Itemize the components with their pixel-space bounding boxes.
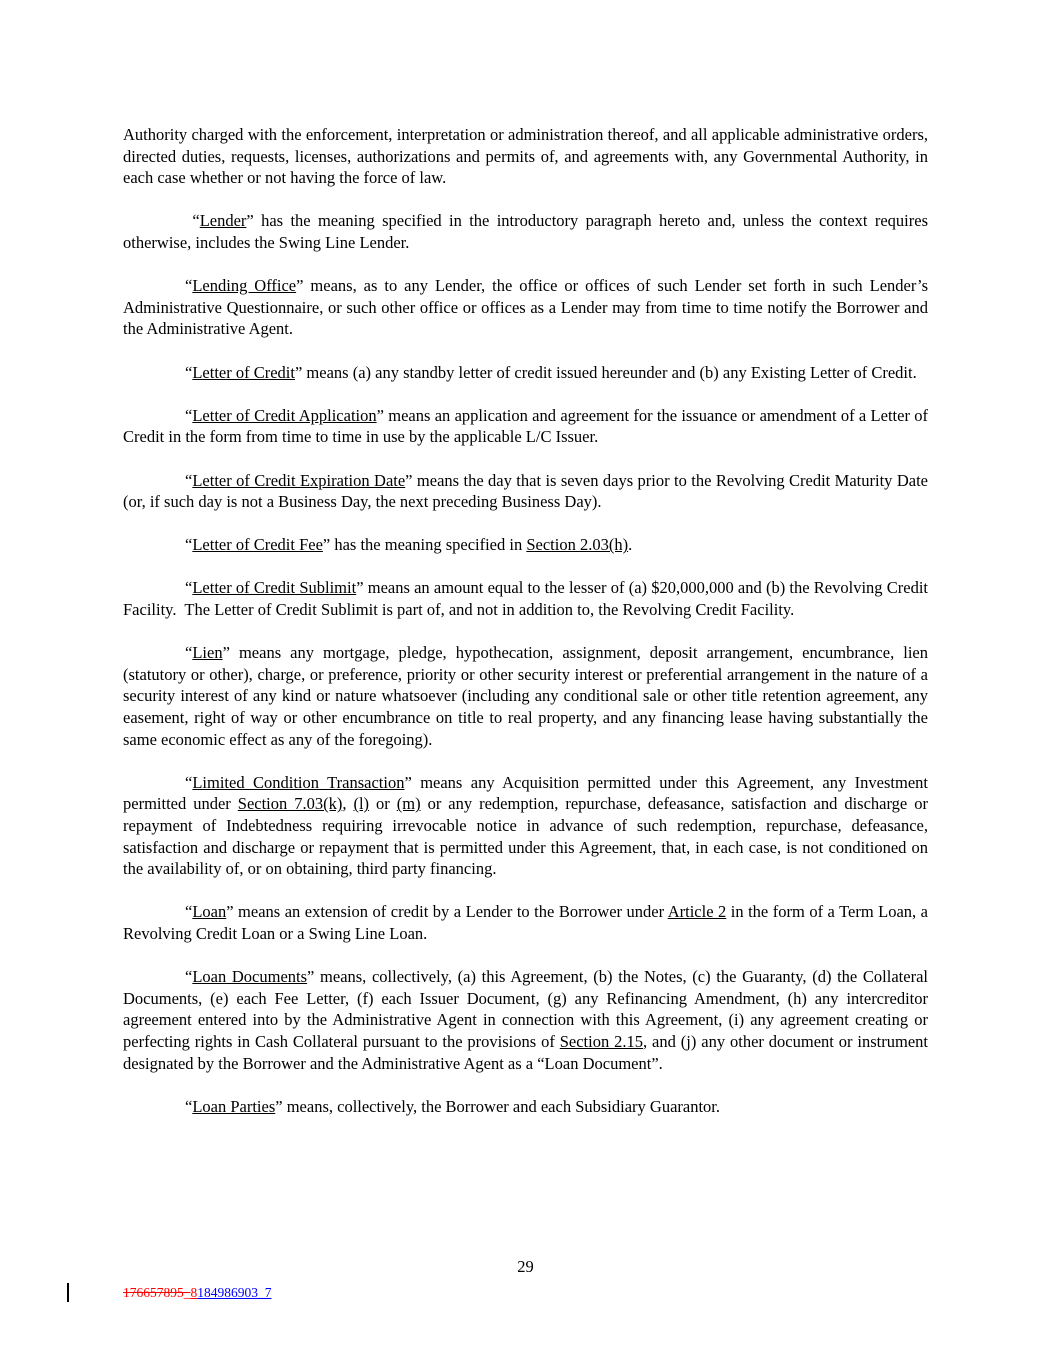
document-body <box>123 124 928 1139</box>
underlined-term: Loan Documents <box>192 967 308 987</box>
text-segment: ” means any mortgage, pledge, hypothecation, assignment, deposit arrangement, encumbrance, lien (statutory or other), charge, or preference, priority or other security interest or preferential arrangement in the nature of a security interest of any kind or nature whatsoever (including any conditional sale or other title retention agreement, any easement, right of way or other encumbrance on title to real property, and any financing lease having substantially the same economic effect as any of the foregoing). <box>123 643 928 749</box>
underlined-term: Section 2.15 <box>559 1031 644 1051</box>
paragraph <box>123 772 928 880</box>
underlined-term: (m) <box>396 794 421 814</box>
doc-id <box>123 1284 272 1302</box>
text-segment: “ <box>185 362 193 382</box>
underlined-term: Limited Condition Transaction <box>192 772 405 792</box>
underlined-term: Article 2 <box>667 902 727 922</box>
text-segment: “ <box>185 276 193 296</box>
paragraph <box>123 577 928 620</box>
text-segment: , <box>342 794 354 814</box>
paragraph <box>123 405 928 448</box>
text-segment: “ <box>185 772 193 792</box>
text-segment: “ <box>185 643 193 663</box>
text-segment: “ <box>185 1096 193 1116</box>
paragraph <box>123 210 928 253</box>
text-segment: ” means an application and agreement for the issuance or amendment of a Letter of Credit in the form from time to time in use by the applicable L/C Issuer. <box>123 405 928 447</box>
underlined-term: Letter of Credit Fee <box>192 535 323 555</box>
text-segment: “ <box>185 902 193 922</box>
text-segment: , and (j) any other document or instrument designated by the Borrower and the Administrative Agent as a “Loan Document”. <box>123 1031 928 1073</box>
paragraph <box>123 966 928 1074</box>
underlined-term: Lender <box>199 211 247 231</box>
text-segment: “ <box>185 405 193 425</box>
text-segment: ” means the day that is seven days prior to the Revolving Credit Maturity Date (or, if such day is not a Business Day, the next preceding Business Day). <box>123 470 928 512</box>
text-segment: or any redemption, repurchase, defeasance, satisfaction and discharge or repayment of Indebtedness requiring irrevocable notice in advance of such redemption, repurchase, defeasance, satisfaction and discharge or repayment that is permitted under this Agreement, that, in each case, is not conditioned on the availability of, or on obtaining, third party financing. <box>123 794 928 879</box>
paragraph <box>123 275 928 340</box>
text-segment: ” means any Acquisition permitted under this Agreement, any Investment permitted under <box>123 772 928 814</box>
underlined-term: Loan <box>192 902 227 922</box>
underlined-term: Letter of Credit Sublimit <box>192 578 357 598</box>
revision-inserted-red-text: 8 <box>190 1285 198 1300</box>
text-segment: ” means an amount equal to the lesser of (a) $20,000,000 and (b) the Revolving Credit Facility. The Letter of Credit Sublimit is part of, and not in addition to, the Revolving Credit Facility. <box>123 578 928 620</box>
underlined-term: Section 2.03(h) <box>526 535 629 555</box>
text-segment: “ <box>185 967 193 987</box>
revision-deleted-text: 176657895_ <box>123 1285 191 1300</box>
paragraph <box>123 534 928 556</box>
paragraph <box>123 124 928 189</box>
text-segment: ” means (a) any standby letter of credit issued hereunder and (b) any Existing Letter of Credit. <box>294 362 917 382</box>
underlined-term: Section 7.03(k) <box>237 794 343 814</box>
text-segment: or <box>369 794 397 814</box>
text-segment: “ <box>185 578 193 598</box>
text-segment: “ <box>185 535 193 555</box>
revision-inserted-text: 184986903_7 <box>197 1285 272 1300</box>
underlined-term: Letter of Credit Application <box>192 405 377 425</box>
paragraph <box>123 901 928 944</box>
change-bar-marker <box>67 1283 69 1302</box>
text-segment: Authority charged with the enforcement, interpretation or administration thereof, and all applicable administrative orders, directed duties, requests, licenses, authorizations and permits of, and agreements with, any Governmental Authority, in each case whether or not having the force of law. <box>123 125 928 188</box>
text-segment: ” means, collectively, the Borrower and each Subsidiary Guarantor. <box>275 1096 721 1116</box>
underlined-term: Letter of Credit Expiration Date <box>192 470 406 490</box>
text-segment: ” means an extension of credit by a Lender to the Borrower under <box>226 902 668 922</box>
paragraph <box>123 470 928 513</box>
paragraph <box>123 1096 928 1118</box>
text-segment: in the form of a Term Loan, a Revolving Credit Loan or a Swing Line Loan. <box>123 902 929 943</box>
underlined-term: Loan Parties <box>192 1096 276 1116</box>
text-segment: “ <box>185 211 200 231</box>
text-segment: ” means, collectively, (a) this Agreement, (b) the Notes, (c) the Guaranty, (d) the Collateral Documents, (e) each Fee Letter, (f) each Issuer Document, (g) any Refinancing Amendment, (h) any intercreditor agreement entered into by the Administrative Agent in connection with this Agreement, (i) any agreement creating or perfecting rights in Cash Collateral pursuant to the provisions of <box>123 967 928 1051</box>
page-number: 29 <box>517 1257 534 1276</box>
text-segment: . <box>628 535 633 555</box>
paragraph <box>123 362 928 384</box>
text-segment: “ <box>185 470 193 490</box>
text-segment: ” has the meaning specified in the introductory paragraph hereto and, unless the context requires otherwise, includes the Swing Line Lender. <box>123 211 929 252</box>
text-segment: ” means, as to any Lender, the office or offices of such Lender set forth in such Lender’s Administrative Questionnaire, or such other office or offices as a Lender may from time to time notify the Borrower and the Administrative Agent. <box>123 276 928 339</box>
text-segment: ” has the meaning specified in <box>322 535 527 555</box>
paragraph <box>123 642 928 750</box>
underlined-term: (l) <box>353 794 370 814</box>
underlined-term: Letter of Credit <box>192 362 295 382</box>
underlined-term: Lending Office <box>192 276 297 296</box>
underlined-term: Lien <box>192 643 223 663</box>
